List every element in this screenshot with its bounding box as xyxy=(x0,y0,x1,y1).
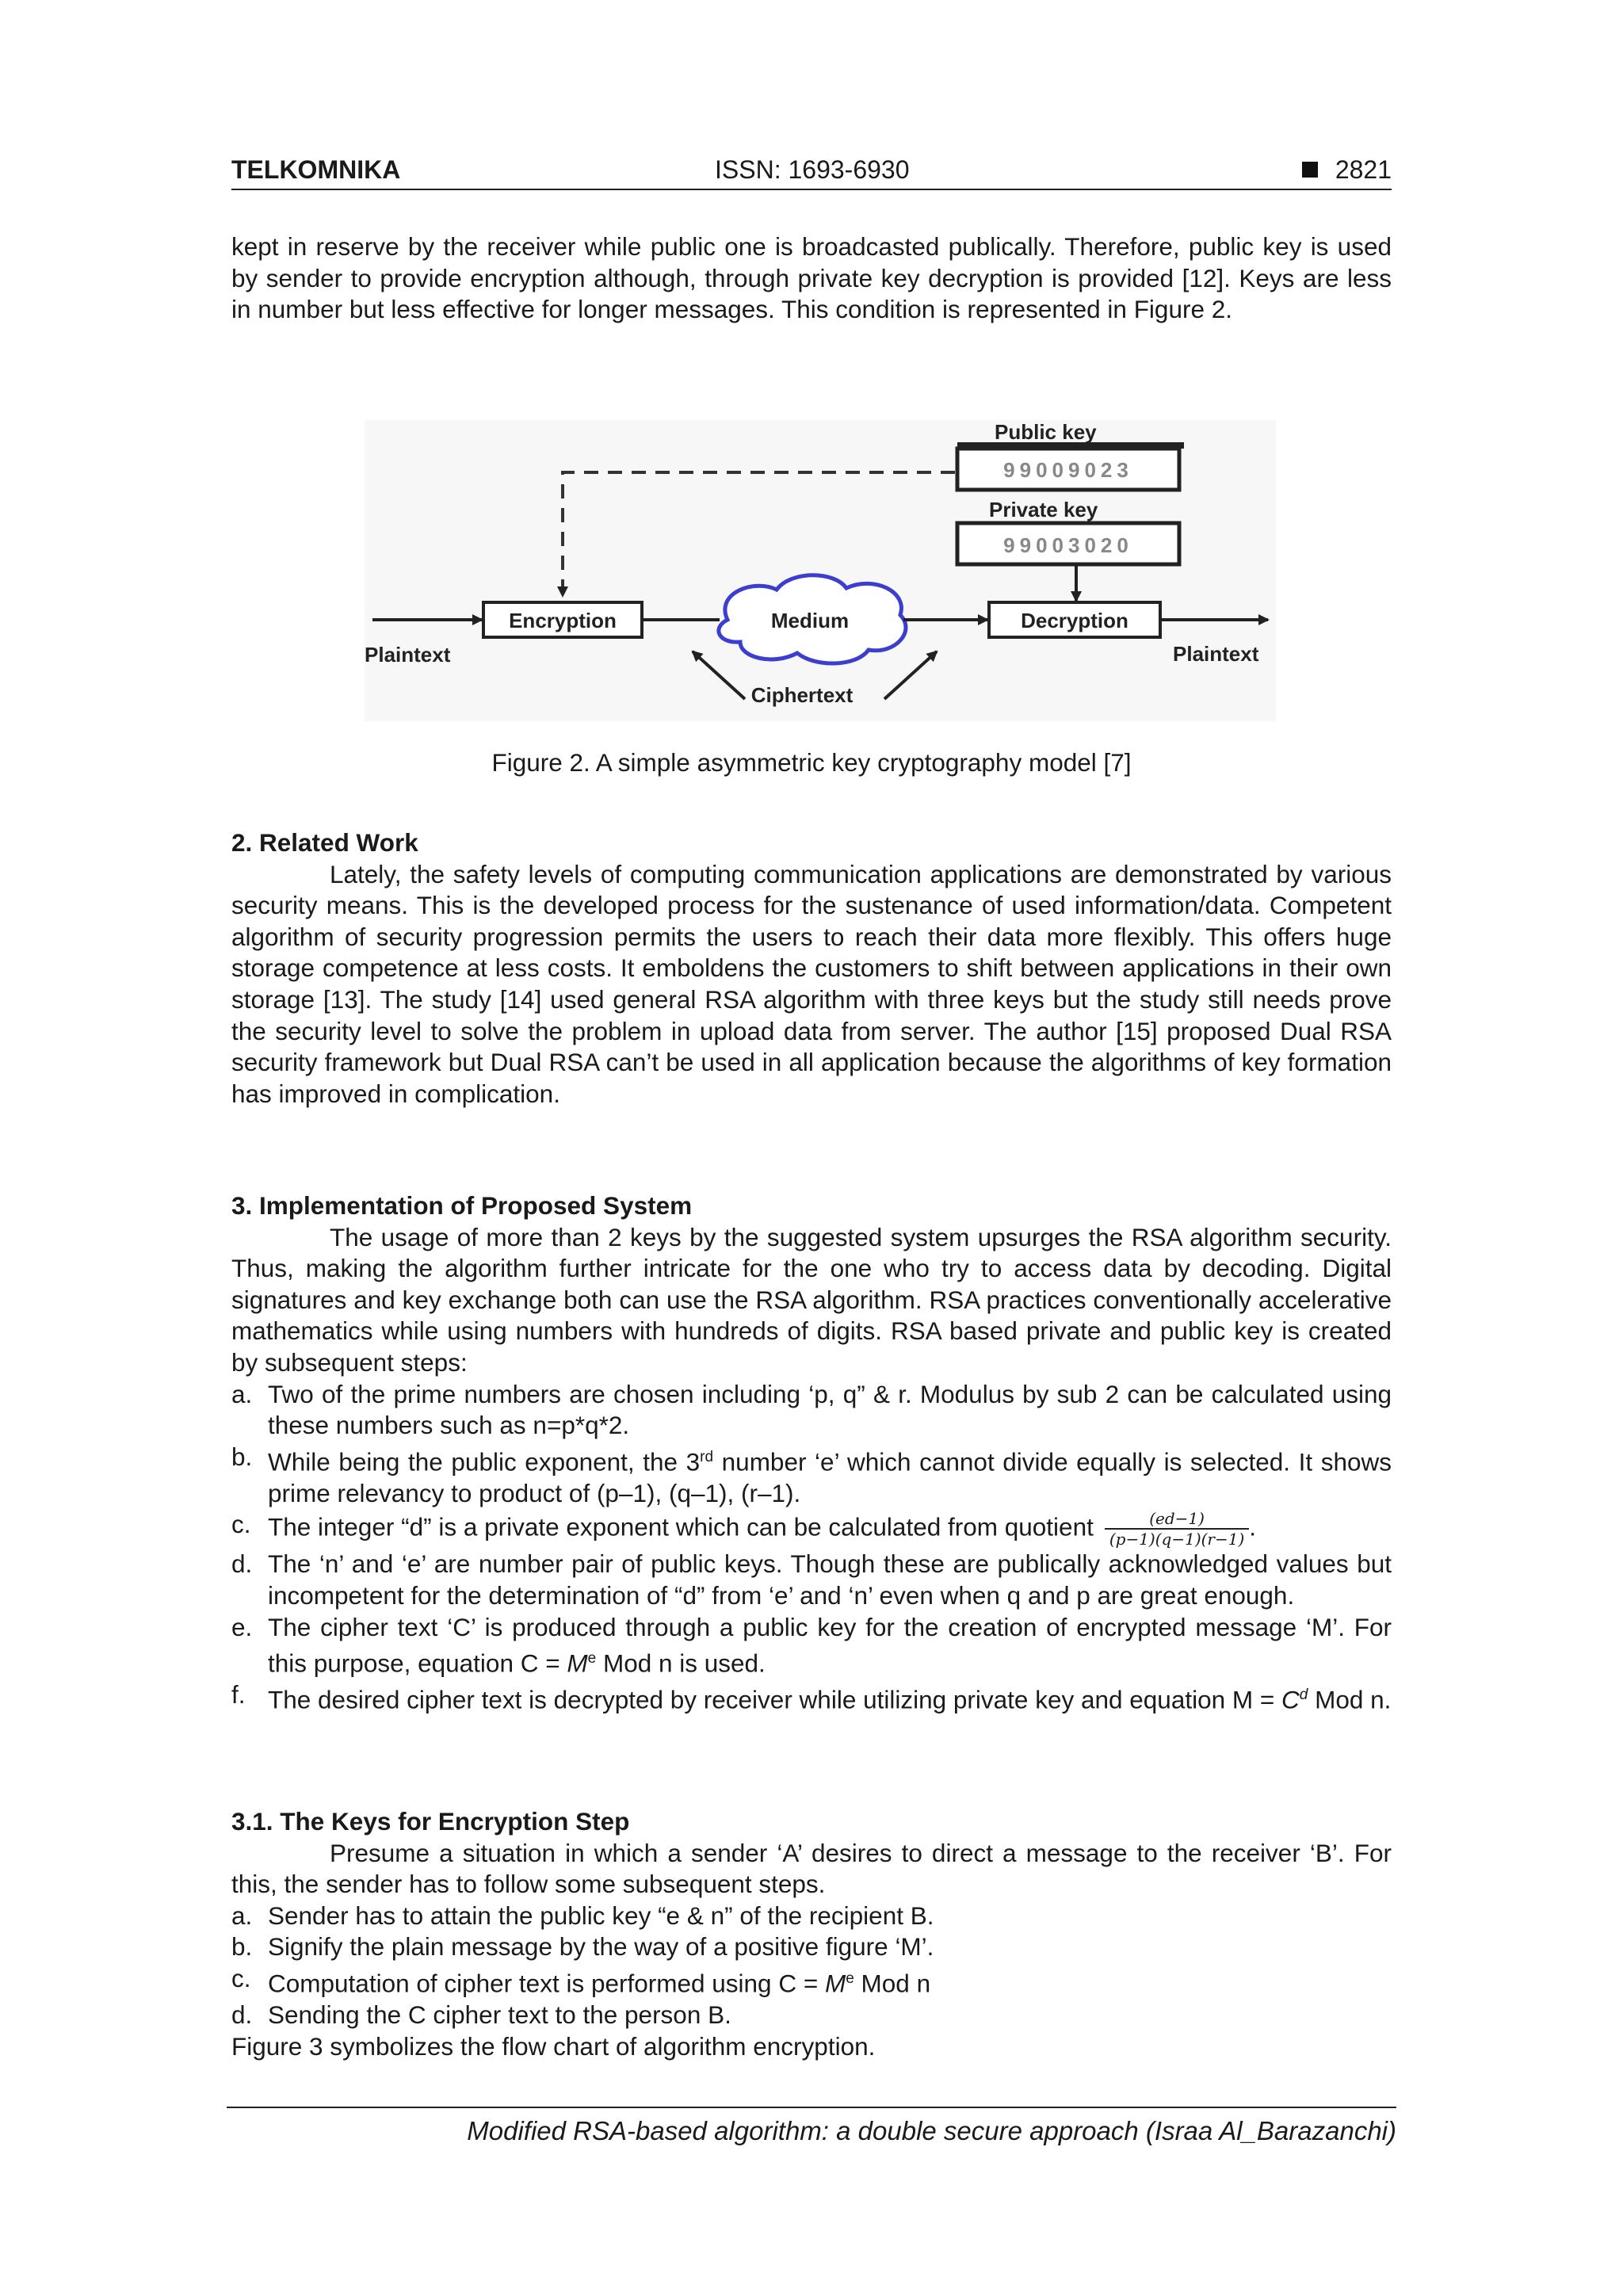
quotient-fraction xyxy=(1105,1509,1249,1549)
intro-block xyxy=(231,231,1392,326)
list-label: d. xyxy=(231,2000,253,2030)
list-item xyxy=(231,1963,1392,2000)
section-2-body: Lately, the safety levels of computing communication applications are demonstrated by various security means. This is the developed process for the sustenance of used information/data. Competent algorithm of security progression permits the users to reach their data more flexibly. This offers huge storage competence at less costs. It emboldens the customers to shift between applications in their own storage [13]. The study [14] used general RSA algorithm with three keys but the study still needs prove the security level to solve the problem in upload data from server. The author [15] proposed Dual RSA security framework but Dual RSA can’t be used in all application because the algorithms of key formation has improved in complication. xyxy=(231,859,1392,1108)
public-key-label: Public key xyxy=(995,420,1097,444)
journal-name: TELKOMNIKA xyxy=(231,155,401,184)
list-label: c. xyxy=(231,1963,251,1992)
private-key-digits: 99003020 xyxy=(1003,533,1133,557)
math-variable: M xyxy=(824,1969,846,1998)
encryption-label: Encryption xyxy=(509,609,617,632)
plaintext-right-label: Plaintext xyxy=(1173,642,1259,666)
public-key-digits: 99009023 xyxy=(1003,458,1133,482)
fraction-denominator: (p−1)(q−1)(r−1) xyxy=(1109,1530,1245,1549)
list-text: Sending the C cipher text to the person B. xyxy=(268,2000,731,2030)
figure-2-caption: Figure 2. A simple asymmetric key cryptography model [7] xyxy=(491,748,1132,777)
intro-paragraph: kept in reserve by the receiver while public one is broadcasted publically. Therefore, public key is used by sender to provide encryption although, through private key decryption is provided [12]. Keys are less in number but less effective for longer messages. This condition is represented in Figure 2. xyxy=(231,232,1392,324)
list-item xyxy=(231,1549,1392,1611)
private-key-label: Private key xyxy=(989,498,1098,521)
section-implementation xyxy=(231,1190,1392,1716)
list-label: d. xyxy=(231,1549,253,1579)
superscript: e xyxy=(587,1650,597,1668)
list-label: a. xyxy=(231,1379,253,1408)
key-generation-steps xyxy=(231,1379,1392,1717)
list-text: Signify the plain message by the way of a positive figure ‘M’. xyxy=(268,1932,934,1962)
math-variable: C xyxy=(1281,1685,1300,1714)
superscript: e xyxy=(846,1969,854,1987)
list-label: c. xyxy=(231,1510,251,1539)
square-bullet-icon xyxy=(1302,162,1318,178)
plaintext-left-label: Plaintext xyxy=(365,643,451,667)
section-keys-encryption xyxy=(231,1806,1392,2062)
list-text: Computation of cipher text is performed using C = xyxy=(268,1969,825,1998)
list-text: The desired cipher text is decrypted by receiver while utilizing private key and equation M = xyxy=(268,1685,1282,1714)
list-text: Mod n. xyxy=(1308,1685,1392,1714)
list-text: The integer “d” is a private exponent which can be calculated from quotient xyxy=(268,1512,1094,1541)
list-label: b. xyxy=(231,1932,253,1962)
list-text: While being the public exponent, the 3 xyxy=(268,1447,701,1477)
figure-2-caption-block xyxy=(231,747,1392,778)
list-item xyxy=(231,1379,1392,1442)
list-text: Mod n xyxy=(854,1969,931,1998)
ciphertext-label: Ciphertext xyxy=(750,683,854,707)
list-item xyxy=(231,1442,1392,1510)
list-item xyxy=(231,1612,1392,1680)
section-2-heading: 2. Related Work xyxy=(231,828,418,857)
encryption-steps xyxy=(231,1901,1392,2031)
page-number-text: 2821 xyxy=(1335,155,1392,184)
list-item xyxy=(231,1931,1392,1963)
section-3-heading: 3. Implementation of Proposed System xyxy=(231,1191,693,1220)
running-footer xyxy=(227,2107,1396,2146)
figure-2-diagram xyxy=(349,412,1292,729)
superscript: d xyxy=(1299,1687,1308,1704)
issn: ISSN: 1693-6930 xyxy=(715,155,910,184)
list-label: b. xyxy=(231,1442,253,1471)
list-label: a. xyxy=(231,1901,253,1930)
page-content xyxy=(231,151,1392,190)
page-number xyxy=(1302,155,1392,185)
section-related-work xyxy=(231,827,1392,1110)
list-text: Sender has to attain the public key “e & n” of the recipient B. xyxy=(268,1901,934,1930)
section-3-body: The usage of more than 2 keys by the suggested system upsurges the RSA algorithm security. Thus, making the algorithm further intricate for the one who try to access data by decoding. Digital signatures and key exchange both can use the RSA algorithm. RSA practices conventionally accelerative mathematics while using numbers with hundreds of digits. RSA based private and public key is created by subsequent steps: xyxy=(231,1222,1392,1377)
list-item xyxy=(231,2000,1392,2031)
list-text: The ‘n’ and ‘e’ are number pair of public keys. Though these are publically acknowledged values but incompetent for the determination of “d” from ‘e’ and ‘n’ even when q and p are great enough. xyxy=(268,1549,1392,1610)
list-text: Two of the prime numbers are chosen including ‘p, q” & r. Modulus by sub 2 can be calculated using these numbers such as n=p*q*2. xyxy=(268,1379,1392,1440)
math-variable: M xyxy=(567,1648,588,1678)
list-item: c. The integer “d” is a private exponent which can be calculated from quotient $\frac{(ed-1)}{(p-1)(q-1)(r-1)}$ . xyxy=(231,1509,1257,1549)
list-label: f. xyxy=(231,1680,246,1710)
section-3-1-closing: Figure 3 symbolizes the flow chart of algorithm encryption. xyxy=(231,2031,876,2061)
fraction-numerator: (ed−1) xyxy=(1105,1509,1249,1530)
list-item xyxy=(231,1901,1392,1932)
list-text: Mod n is used. xyxy=(596,1648,766,1678)
list-text: The cipher text ‘C’ is produced through a public key for the creation of encrypted message ‘M’. For this purpose, equation C = xyxy=(268,1612,1392,1678)
section-3-1-heading: 3.1. The Keys for Encryption Step xyxy=(231,1807,630,1836)
list-item xyxy=(231,1679,1392,1716)
decryption-label: Decryption xyxy=(1021,609,1128,632)
list-label: e. xyxy=(231,1612,253,1641)
section-3-1-body: Presume a situation in which a sender ‘A’ desires to direct a message to the receiver ‘B’. For this, the sender has to follow some subsequent steps. xyxy=(231,1838,1392,1899)
superscript: rd xyxy=(700,1448,714,1465)
list-text: number ‘e’ which cannot divide equally is selected. It shows prime relevancy to product of (p–1), (q–1), (r–1). xyxy=(268,1447,1392,1507)
medium-label: Medium xyxy=(770,609,850,632)
footer-text: Modified RSA-based algorithm: a double secure approach (Israa Al_Barazanchi) xyxy=(467,2116,1396,2145)
running-header xyxy=(231,151,1392,190)
